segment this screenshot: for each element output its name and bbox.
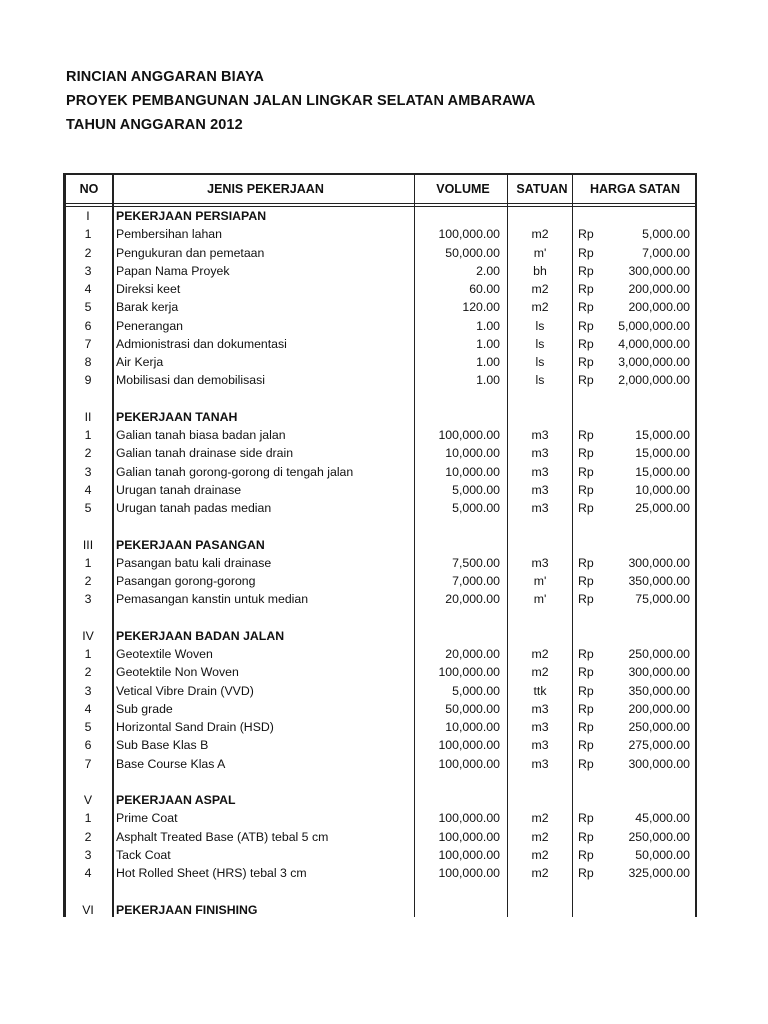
item-number: 7 [84,756,92,771]
table-row [63,335,697,353]
table-row [63,371,697,389]
item-unit-price: 5,000.00 [642,227,690,242]
item-volume: 7,000.00 [452,574,500,588]
item-description: Pasangan batu kali drainase [116,555,272,570]
item-number: 3 [84,847,92,862]
header-job: JENIS PEKERJAAN [207,182,324,196]
currency-label: Rp [578,501,594,515]
item-description: Pembersihan lahan [116,227,222,242]
currency-label: Rp [578,428,594,442]
currency-label: Rp [578,811,594,826]
item-volume: 100,000.00 [438,756,500,771]
item-unit: bh [533,263,547,278]
item-unit: m' [533,574,547,588]
table-row [63,645,697,663]
item-volume: 10,000.00 [445,720,500,734]
currency-label: Rp [578,720,594,734]
currency-label: Rp [578,300,594,315]
item-unit: m2 [531,282,549,296]
item-unit: m2 [531,866,549,880]
item-unit-price: 350,000.00 [628,574,690,588]
item-unit: m2 [531,829,549,844]
item-unit-price: 15,000.00 [635,428,690,442]
item-volume: 5,000.00 [452,501,500,515]
item-unit-price: 300,000.00 [628,756,690,771]
item-volume: 2.00 [476,263,500,278]
item-number: 7 [84,336,92,351]
project-title: PROYEK PEMBANGUNAN JALAN LINGKAR SELATAN AMBARAWA [66,93,536,109]
section-number: III [82,537,94,552]
item-unit: m3 [531,428,549,442]
item-unit: ls [535,318,545,333]
section-row [63,408,697,426]
section-title: PEKERJAAN BADAN JALAN [116,628,285,643]
currency-label: Rp [578,555,594,570]
item-unit: m' [533,592,547,607]
item-unit: ls [535,373,545,388]
item-number: 3 [84,263,92,278]
section-title: PEKERJAAN ASPAL [116,793,236,807]
item-volume: 50,000.00 [445,701,500,716]
currency-label: Rp [578,574,594,588]
item-unit: m2 [531,647,549,661]
item-unit-price: 4,000,000.00 [618,336,690,351]
item-number: 2 [84,245,92,260]
item-unit: m3 [531,738,549,753]
currency-label: Rp [578,647,594,661]
item-number: 3 [84,683,92,698]
item-description: Penerangan [116,318,184,333]
item-volume: 5,000.00 [452,482,500,497]
section-number: II [84,409,92,424]
item-unit-price: 5,000,000.00 [618,318,690,333]
table-row [63,481,697,499]
item-description: Admionistrasi dan dokumentasi [116,336,287,351]
item-number: 5 [84,720,92,734]
section-row [63,627,697,645]
item-volume: 1.00 [476,355,500,369]
item-description: Urugan tanah padas median [116,501,272,515]
item-description: Pemasangan kanstin untuk median [116,592,309,607]
item-unit-price: 250,000.00 [628,720,690,734]
table-row [63,809,697,827]
header-volume: VOLUME [436,182,490,196]
item-unit: m3 [531,446,549,461]
item-unit: ls [535,355,545,369]
currency-label: Rp [578,318,594,333]
item-number: 2 [84,665,92,680]
item-number: 5 [84,300,92,315]
item-volume: 50,000.00 [445,245,500,260]
item-unit-price: 250,000.00 [628,647,690,661]
currency-label: Rp [578,227,594,242]
item-description: Galian tanah gorong-gorong di tengah jalan [116,464,354,479]
currency-label: Rp [578,263,594,278]
header-row [63,173,697,204]
item-number: 4 [84,701,92,716]
item-unit: m2 [531,847,549,862]
section-row [63,901,697,919]
table-row [63,572,697,590]
item-volume: 10,000.00 [445,464,500,479]
item-unit: m2 [531,300,549,315]
item-unit-price: 7,000.00 [642,245,690,260]
currency-label: Rp [578,756,594,771]
item-description: Pasangan gorong-gorong [116,574,256,588]
table-row [63,353,697,371]
table-row [63,554,697,572]
item-description: Hot Rolled Sheet (HRS) tebal 3 cm [116,866,307,880]
table-row [63,700,697,718]
item-volume: 100,000.00 [438,847,500,862]
item-number: 1 [84,227,92,242]
table-row [63,828,697,846]
table-row [63,736,697,754]
table-row [63,755,697,773]
item-unit: m3 [531,464,549,479]
table-row [63,317,697,335]
item-description: Galian tanah biasa badan jalan [116,428,286,442]
table-row [63,663,697,681]
item-unit-price: 15,000.00 [635,464,690,479]
item-volume: 60.00 [469,282,500,296]
item-description: Direksi keet [116,282,181,296]
item-number: 1 [84,811,92,826]
item-volume: 5,000.00 [452,683,500,698]
item-unit-price: 2,000,000.00 [618,373,690,388]
item-volume: 10,000.00 [445,446,500,461]
header-unit: SATUAN [516,182,568,196]
budget-table-header [63,173,697,204]
item-volume: 100,000.00 [438,428,500,442]
currency-label: Rp [578,373,594,388]
item-unit-price: 325,000.00 [628,866,690,880]
item-description: Mobilisasi dan demobilisasi [116,373,265,388]
currency-label: Rp [578,738,594,753]
item-volume: 100,000.00 [438,665,500,680]
item-unit-price: 300,000.00 [628,665,690,680]
item-unit-price: 275,000.00 [628,738,690,753]
item-volume: 100,000.00 [438,866,500,880]
item-volume: 1.00 [476,373,500,388]
item-number: 9 [84,373,92,388]
currency-label: Rp [578,336,594,351]
table-row [63,846,697,864]
table-row [63,682,697,700]
table-row [63,298,697,316]
item-number: 8 [84,355,92,369]
document-title: RINCIAN ANGGARAN BIAYA [66,69,264,85]
budget-year-title: TAHUN ANGGARAN 2012 [66,117,243,133]
item-description: Geotextile Woven [116,647,213,661]
item-unit: m3 [531,720,549,734]
item-volume: 100,000.00 [438,829,500,844]
item-volume: 100,000.00 [438,811,500,826]
item-unit: m3 [531,482,549,497]
table-row [63,280,697,298]
table-row [63,718,697,736]
currency-label: Rp [578,482,594,497]
item-unit-price: 250,000.00 [628,829,690,844]
currency-label: Rp [578,464,594,479]
item-description: Papan Nama Proyek [116,263,230,278]
item-volume: 20,000.00 [445,592,500,607]
section-number: IV [82,628,94,643]
item-volume: 1.00 [476,318,500,333]
item-unit: m' [533,245,547,260]
table-row [63,426,697,444]
item-description: Asphalt Treated Base (ATB) tebal 5 cm [116,829,329,844]
section-row [63,536,697,554]
item-description: Barak kerja [116,300,179,315]
item-unit-price: 350,000.00 [628,683,690,698]
currency-label: Rp [578,701,594,716]
item-number: 4 [84,282,92,296]
table-row [63,499,697,517]
section-title: PEKERJAAN PASANGAN [116,537,265,552]
item-number: 4 [84,866,92,880]
table-row [63,590,697,608]
item-unit-price: 200,000.00 [628,282,690,296]
item-unit-price: 15,000.00 [635,446,690,461]
item-number: 4 [84,482,92,497]
item-unit-price: 25,000.00 [635,501,690,515]
section-row [63,207,697,225]
item-unit-price: 200,000.00 [628,701,690,716]
item-number: 2 [84,829,92,844]
currency-label: Rp [578,829,594,844]
item-number: 2 [84,446,92,461]
item-unit-price: 200,000.00 [628,300,690,315]
item-unit-price: 300,000.00 [628,263,690,278]
section-number: V [83,793,93,807]
item-unit: m2 [531,665,549,680]
item-number: 1 [84,555,92,570]
table-row [63,262,697,280]
item-volume: 100,000.00 [438,738,500,753]
item-volume: 7,500.00 [452,555,500,570]
section-number: VI [82,902,94,917]
item-unit: ls [535,336,545,351]
item-description: Prime Coat [116,811,178,826]
item-unit: m3 [531,701,549,716]
item-description: Base Course Klas A [116,756,226,771]
currency-label: Rp [578,665,594,680]
item-unit: m3 [531,756,549,771]
table-row [63,444,697,462]
item-unit-price: 3,000,000.00 [618,355,690,369]
currency-label: Rp [578,847,594,862]
item-unit: m2 [531,811,549,826]
item-description: Sub grade [116,701,173,716]
item-description: Pengukuran dan pemetaan [116,245,265,260]
item-volume: 1.00 [476,336,500,351]
item-description: Vetical Vibre Drain (VVD) [116,683,254,698]
item-unit-price: 10,000.00 [635,482,690,497]
header-no: NO [79,182,99,196]
section-title: PEKERJAAN TANAH [116,409,238,424]
item-number: 6 [84,738,92,753]
item-unit-price: 75,000.00 [635,592,690,607]
item-number: 2 [84,574,92,588]
item-number: 1 [84,428,92,442]
item-description: Geotektile Non Woven [116,665,239,680]
table-row [63,244,697,262]
item-number: 6 [84,318,92,333]
section-row [63,791,697,809]
currency-label: Rp [578,866,594,880]
item-description: Sub Base Klas B [116,738,209,753]
currency-label: Rp [578,592,594,607]
table-row [63,225,697,243]
item-number: 3 [84,592,92,607]
item-unit: m2 [531,227,549,242]
table-row [63,463,697,481]
item-description: Air Kerja [116,355,164,369]
section-number: I [86,209,90,223]
currency-label: Rp [578,282,594,296]
section-title: PEKERJAAN FINISHING [116,902,258,917]
currency-label: Rp [578,446,594,461]
item-unit-price: 300,000.00 [628,555,690,570]
item-unit-price: 50,000.00 [635,847,690,862]
currency-label: Rp [578,245,594,260]
table-row [63,864,697,882]
item-description: Urugan tanah drainase [116,482,242,497]
item-number: 5 [84,501,92,515]
item-unit-price: 45,000.00 [635,811,690,826]
section-title: PEKERJAAN PERSIAPAN [116,209,267,223]
item-description: Tack Coat [116,847,171,862]
item-unit: ttk [533,683,547,698]
item-description: Horizontal Sand Drain (HSD) [116,720,274,734]
item-unit: m3 [531,555,549,570]
item-volume: 120.00 [462,300,500,315]
item-unit: m3 [531,501,549,515]
item-number: 3 [84,464,92,479]
header-price: HARGA SATAN [589,182,681,196]
item-number: 1 [84,647,92,661]
item-volume: 20,000.00 [445,647,500,661]
budget-table-body [63,207,697,917]
item-volume: 100,000.00 [438,227,500,242]
currency-label: Rp [578,683,594,698]
currency-label: Rp [578,355,594,369]
item-description: Galian tanah drainase side drain [116,446,294,461]
